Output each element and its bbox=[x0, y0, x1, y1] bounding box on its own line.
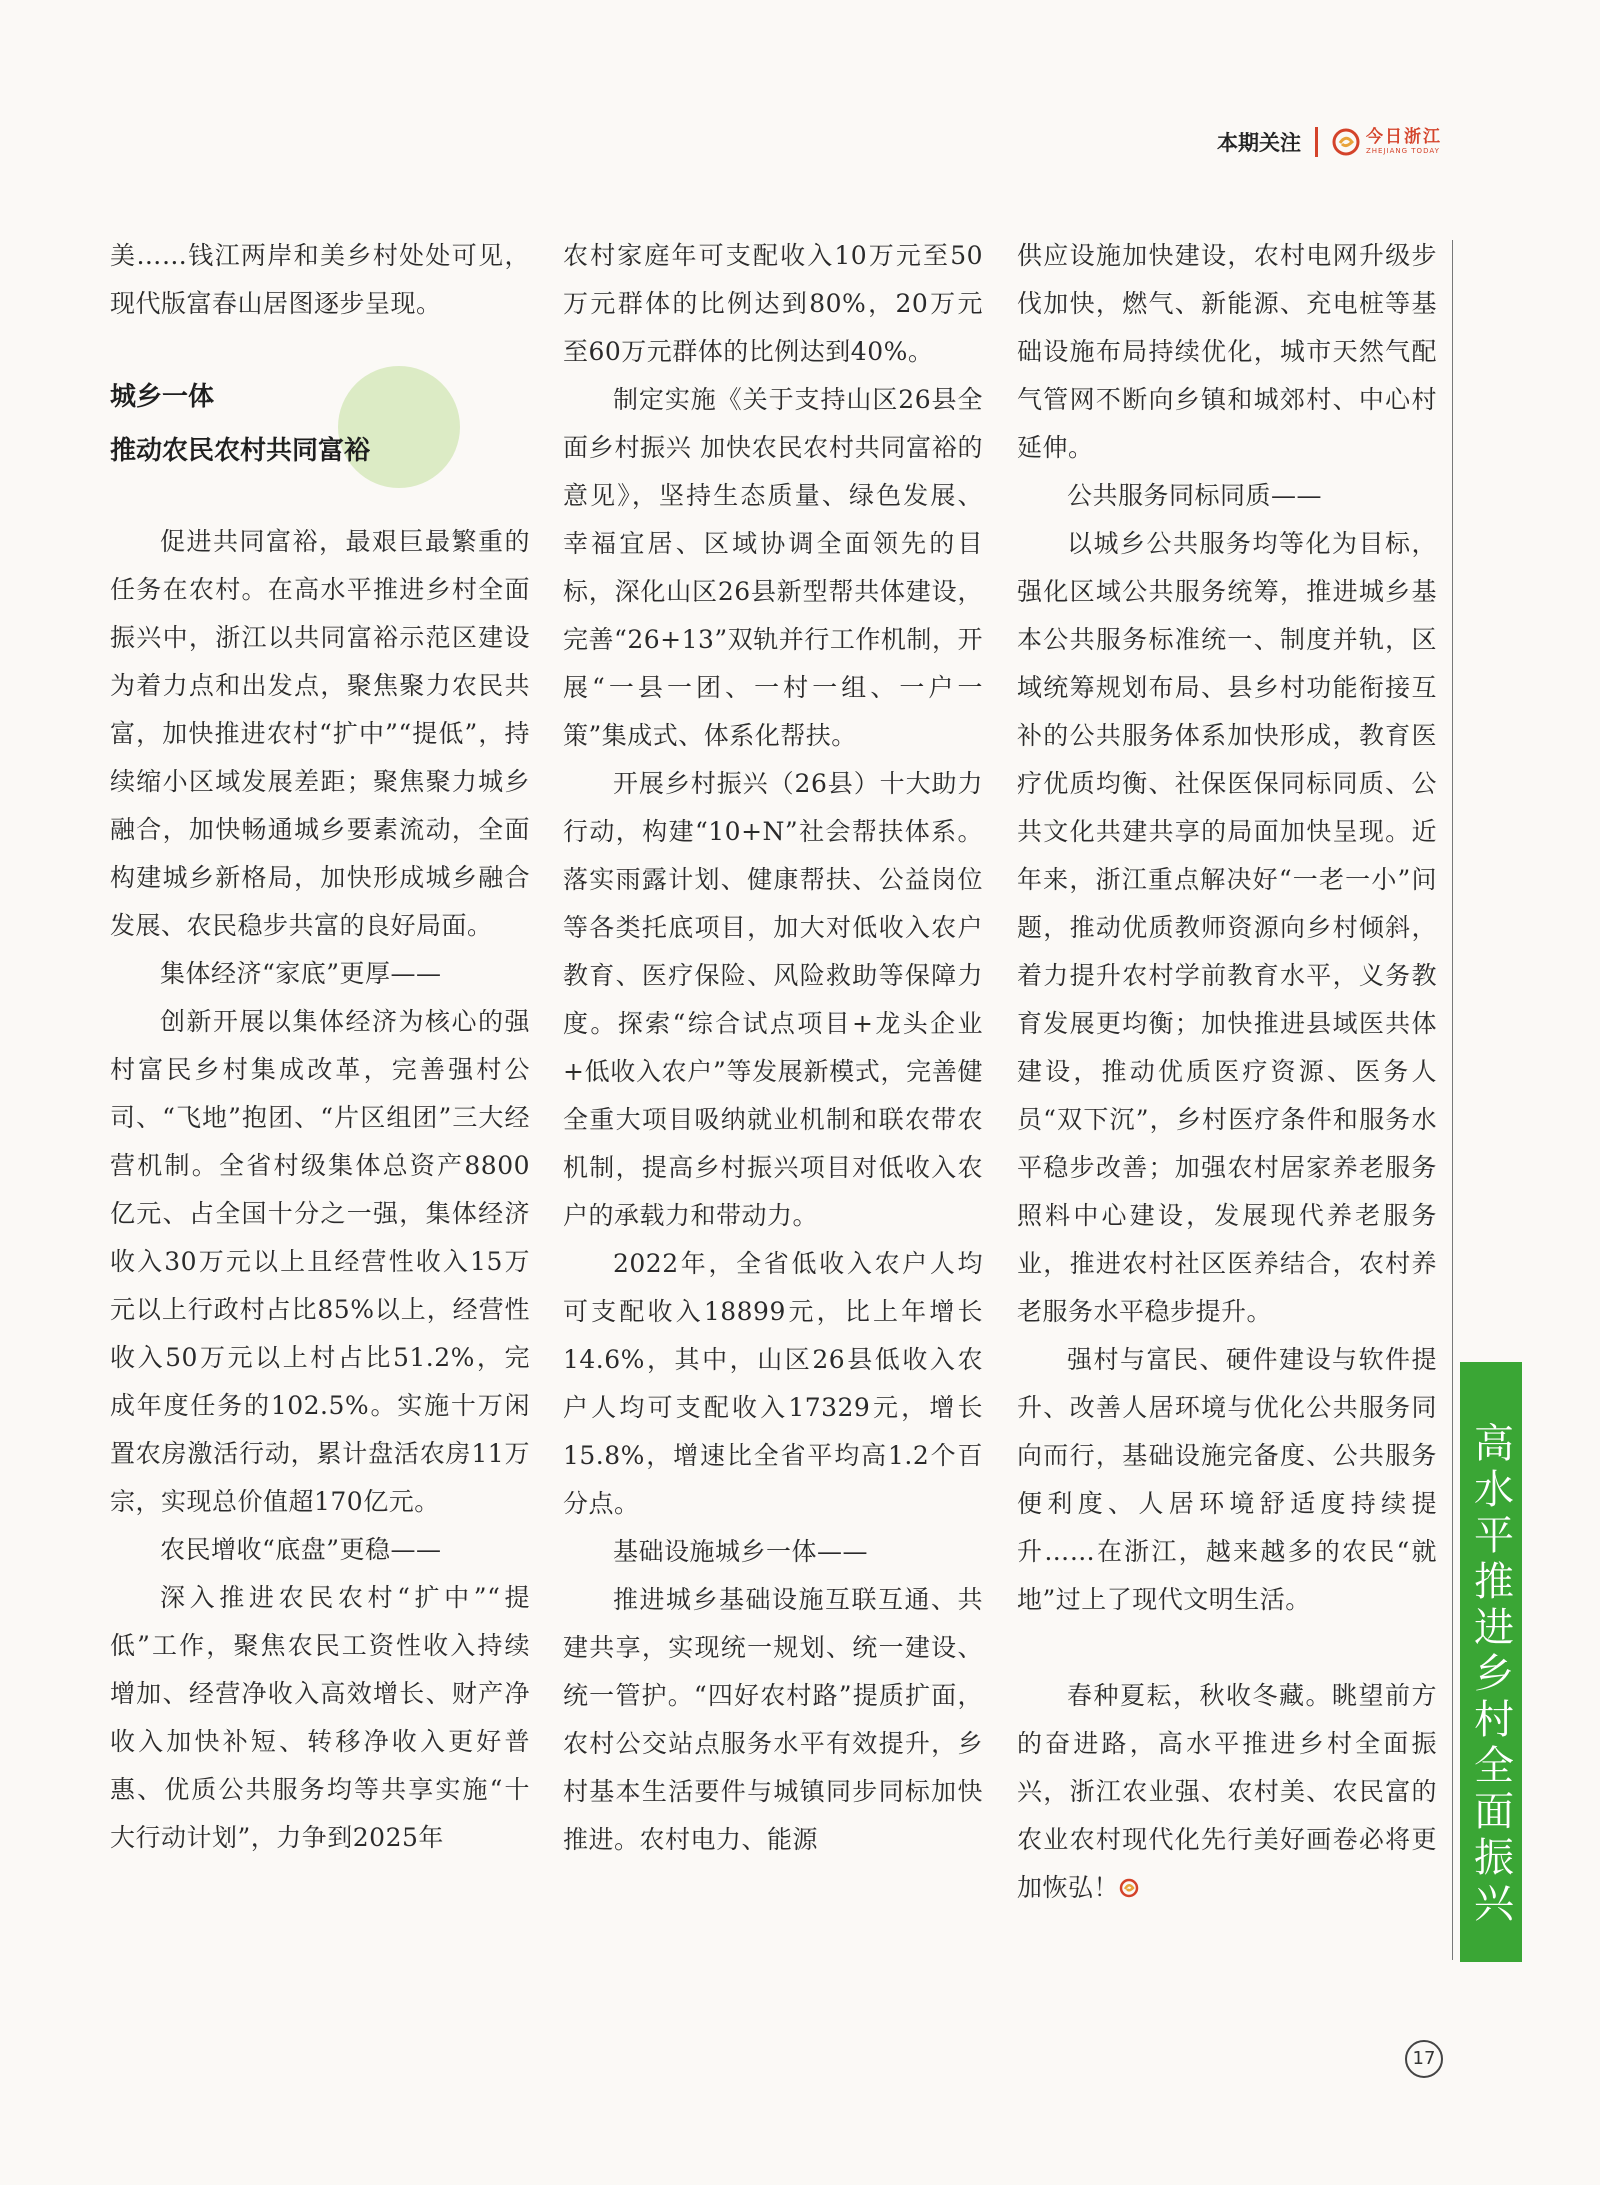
column-divider-rule bbox=[1452, 240, 1453, 1960]
section-heading-line-2: 推动农民农村共同富裕 bbox=[110, 436, 371, 466]
logo-text-cn: 今日浙江 bbox=[1366, 127, 1442, 147]
paragraph-spacer bbox=[1017, 1624, 1437, 1672]
article-column-1 bbox=[110, 232, 530, 1862]
magazine-logo bbox=[1332, 128, 1442, 156]
logo-swirl-icon bbox=[1332, 128, 1360, 156]
paragraph: 促进共同富裕，最艰巨最繁重的任务在农村。在高水平推进乡村全面振兴中，浙江以共同富裕示范区建设为着力点和出发点，聚焦聚力农民共富，加快推进农村“扩中”“提低”，持续缩小区域发展差距；聚焦聚力城乡融合，加快畅通城乡要素流动，全面构建城乡新格局，加快形成城乡融合发展、农民稳步共富的良好局面。 bbox=[110, 527, 530, 940]
paragraph: 美……钱江两岸和美乡村处处可见，现代版富春山居图逐步呈现。 bbox=[110, 241, 530, 318]
subheading: 农民增收“底盘”更稳—— bbox=[160, 1535, 442, 1564]
subheading: 集体经济“家底”更厚—— bbox=[160, 959, 442, 988]
section-label: 本期关注 bbox=[1217, 131, 1301, 155]
paragraph: 推进城乡基础设施互联互通、共建共享，实现统一规划、统一建设、统一管护。“四好农村路”提质扩面，农村公交站点服务水平有效提升，乡村基本生活要件与城镇同步同标加快推进。农村电力、能源 bbox=[563, 1585, 983, 1854]
page-number: 17 bbox=[1405, 2040, 1443, 2078]
article-column-3 bbox=[1017, 232, 1437, 1912]
end-mark-icon bbox=[1119, 1878, 1139, 1898]
paragraph: 强村与富民、硬件建设与软件提升、改善人居环境与优化公共服务同向而行，基础设施完备度、公共服务便利度、人居环境舒适度持续提升……在浙江，越来越多的农民“就地”过上了现代文明生活。 bbox=[1017, 1345, 1437, 1614]
paragraph: 农村家庭年可支配收入10万元至50万元群体的比例达到80%，20万元至60万元群体的比例达到40%。 bbox=[563, 241, 983, 366]
side-tab bbox=[1460, 1362, 1522, 1962]
subheading: 基础设施城乡一体—— bbox=[613, 1537, 869, 1566]
closing-paragraph bbox=[1017, 1672, 1437, 1912]
paragraph: 制定实施《关于支持山区26县全面乡村振兴 加快农民农村共同富裕的意见》，坚持生态质量、绿色发展、幸福宜居、区域协调全面领先的目标，深化山区26县新型帮共体建设，完善“26+13”双轨并行工作机制，开展“一县一团、一村一组、一户一策”集成式、体系化帮扶。 bbox=[563, 385, 983, 750]
subheading: 公共服务同标同质—— bbox=[1067, 481, 1323, 510]
paragraph: 创新开展以集体经济为核心的强村富民乡村集成改革，完善强村公司、“飞地”抱团、“片区组团”三大经营机制。全省村级集体总资产8800亿元、占全国十分之一强，集体经济收入30万元以上且经营性收入15万元以上行政村占比85%以上，经营性收入50万元以上村占比51.2%，完成年度任务的102.5%。实施十万闲置农房激活行动，累计盘活农房11万宗，实现总价值超170亿元。 bbox=[110, 1007, 530, 1516]
section-heading bbox=[110, 370, 530, 478]
logo-text-en: ZHEJIANG TODAY bbox=[1366, 147, 1440, 155]
closing-paragraph-text: 春种夏耘，秋收冬藏。眺望前方的奋进路，高水平推进乡村全面振兴，浙江农业强、农村美、农民富的农业农村现代化先行美好画卷必将更加恢弘！ bbox=[1017, 1681, 1437, 1902]
section-heading-line-1: 城乡一体 bbox=[110, 382, 215, 412]
paragraph: 开展乡村振兴（26县）十大助力行动，构建“10+N”社会帮扶体系。落实雨露计划、健康帮扶、公益岗位等各类托底项目，加大对低收入农户教育、医疗保险、风险救助等保障力度。探索“综合试点项目+龙头企业+低收入农户”等发展新模式，完善健全重大项目吸纳就业机制和联农带农机制，提高乡村振兴项目对低收入农户的承载力和带动力。 bbox=[563, 769, 983, 1230]
paragraph: 供应设施加快建设，农村电网升级步伐加快，燃气、新能源、充电桩等基础设施布局持续优化，城市天然气配气管网不断向乡镇和城郊村、中心村延伸。 bbox=[1017, 241, 1437, 462]
header-divider bbox=[1315, 127, 1318, 157]
page-header bbox=[1217, 118, 1442, 166]
side-tab-label: 高水平推进乡村全面振兴 bbox=[1467, 1422, 1514, 1928]
article-column-2 bbox=[563, 232, 983, 1864]
paragraph: 以城乡公共服务均等化为目标，强化区域公共服务统筹，推进城乡基本公共服务标准统一、制度并轨，区域统筹规划布局、县乡村功能衔接互补的公共服务体系加快形成，教育医疗优质均衡、社保医保同标同质、公共文化共建共享的局面加快呈现。近年来，浙江重点解决好“一老一小”问题，推动优质教师资源向乡村倾斜，着力提升农村学前教育水平，义务教育发展更均衡；加快推进县域医共体建设，推动优质医疗资源、医务人员“双下沉”，乡村医疗条件和服务水平稳步改善；加强农村居家养老服务照料中心建设，发展现代养老服务业，推进农村社区医养结合，农村养老服务水平稳步提升。 bbox=[1017, 529, 1437, 1326]
paragraph: 2022年，全省低收入农户人均可支配收入18899元，比上年增长14.6%，其中，山区26县低收入农户人均可支配收入17329元，增长15.8%，增速比全省平均高1.2个百分点。 bbox=[563, 1249, 983, 1518]
paragraph: 深入推进农民农村“扩中”“提低”工作，聚焦农民工资性收入持续增加、经营净收入高效增长、财产净收入加快补短、转移净收入更好普惠、优质公共服务均等共享实施“十大行动计划”，力争到2025年 bbox=[110, 1583, 530, 1852]
